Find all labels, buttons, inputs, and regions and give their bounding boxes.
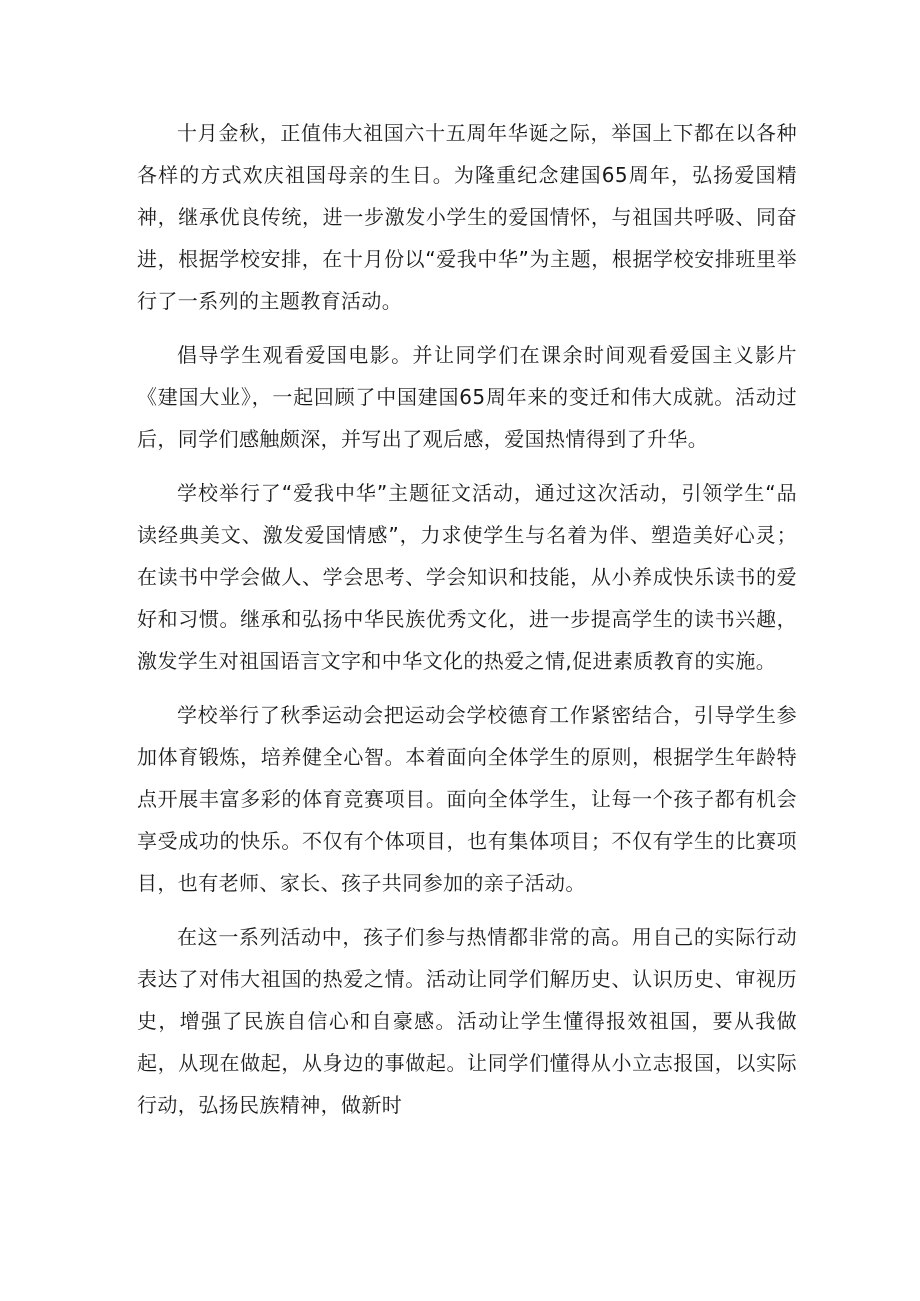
document-body [137,112,797,1138]
paragraph-5: 在这一系列活动中，孩子们参与热情都非常的高。用自己的实际行动表达了对伟大祖国的热爱之情。活动让同学们解历史、认识历史、审视历史，增强了民族自信心和自豪感。活动让学生懂得报效祖国，要从我做起，从现在做起，从身边的事做起。让同学们懂得从小立志报国，以实际行动，弘扬民族精神，做新时 [137,925,797,1117]
paragraph-3: 学校举行了“爱我中华”主题征文活动，通过这次活动，引领学生“品读经典美文、激发爱国情感”，力求使学生与名着为伴、塑造美好心灵；在读书中学会做人、学会思考、学会知识和技能，从小养成快乐读书的爱好和习惯。继承和弘扬中华民族优秀文化，进一步提高学生的读书兴趣，激发学生对祖国语言文字和中华文化的热爱之情,促进素质教育的实施。 [137,481,797,673]
paragraph-2: 倡导学生观看爱国电影。并让同学们在课余时间观看爱国主义影片《建国大业》，一起回顾了中国建国65周年来的变迁和伟大成就。活动过后，同学们感触颇深，并写出了观后感，爱国热情得到了升华。 [137,343,797,451]
paragraph-4: 学校举行了秋季运动会把运动会学校德育工作紧密结合，引导学生参加体育锻炼，培养健全心智。本着面向全体学生的原则，根据学生年龄特点开展丰富多彩的体育竞赛项目。面向全体学生，让每一个孩子都有机会享受成功的快乐。不仅有个体项目，也有集体项目；不仅有学生的比赛项目，也有老师、家长、孩子共同参加的亲子活动。 [137,703,797,895]
paragraph-1: 十月金秋，正值伟大祖国六十五周年华诞之际，举国上下都在以各种各样的方式欢庆祖国母亲的生日。为隆重纪念建国65周年，弘扬爱国精神，继承优良传统，进一步激发小学生的爱国情怀，与祖国共呼吸、同奋进，根据学校安排，在十月份以“爱我中华”为主题，根据学校安排班里举行了一系列的主题教育活动。 [137,121,797,313]
